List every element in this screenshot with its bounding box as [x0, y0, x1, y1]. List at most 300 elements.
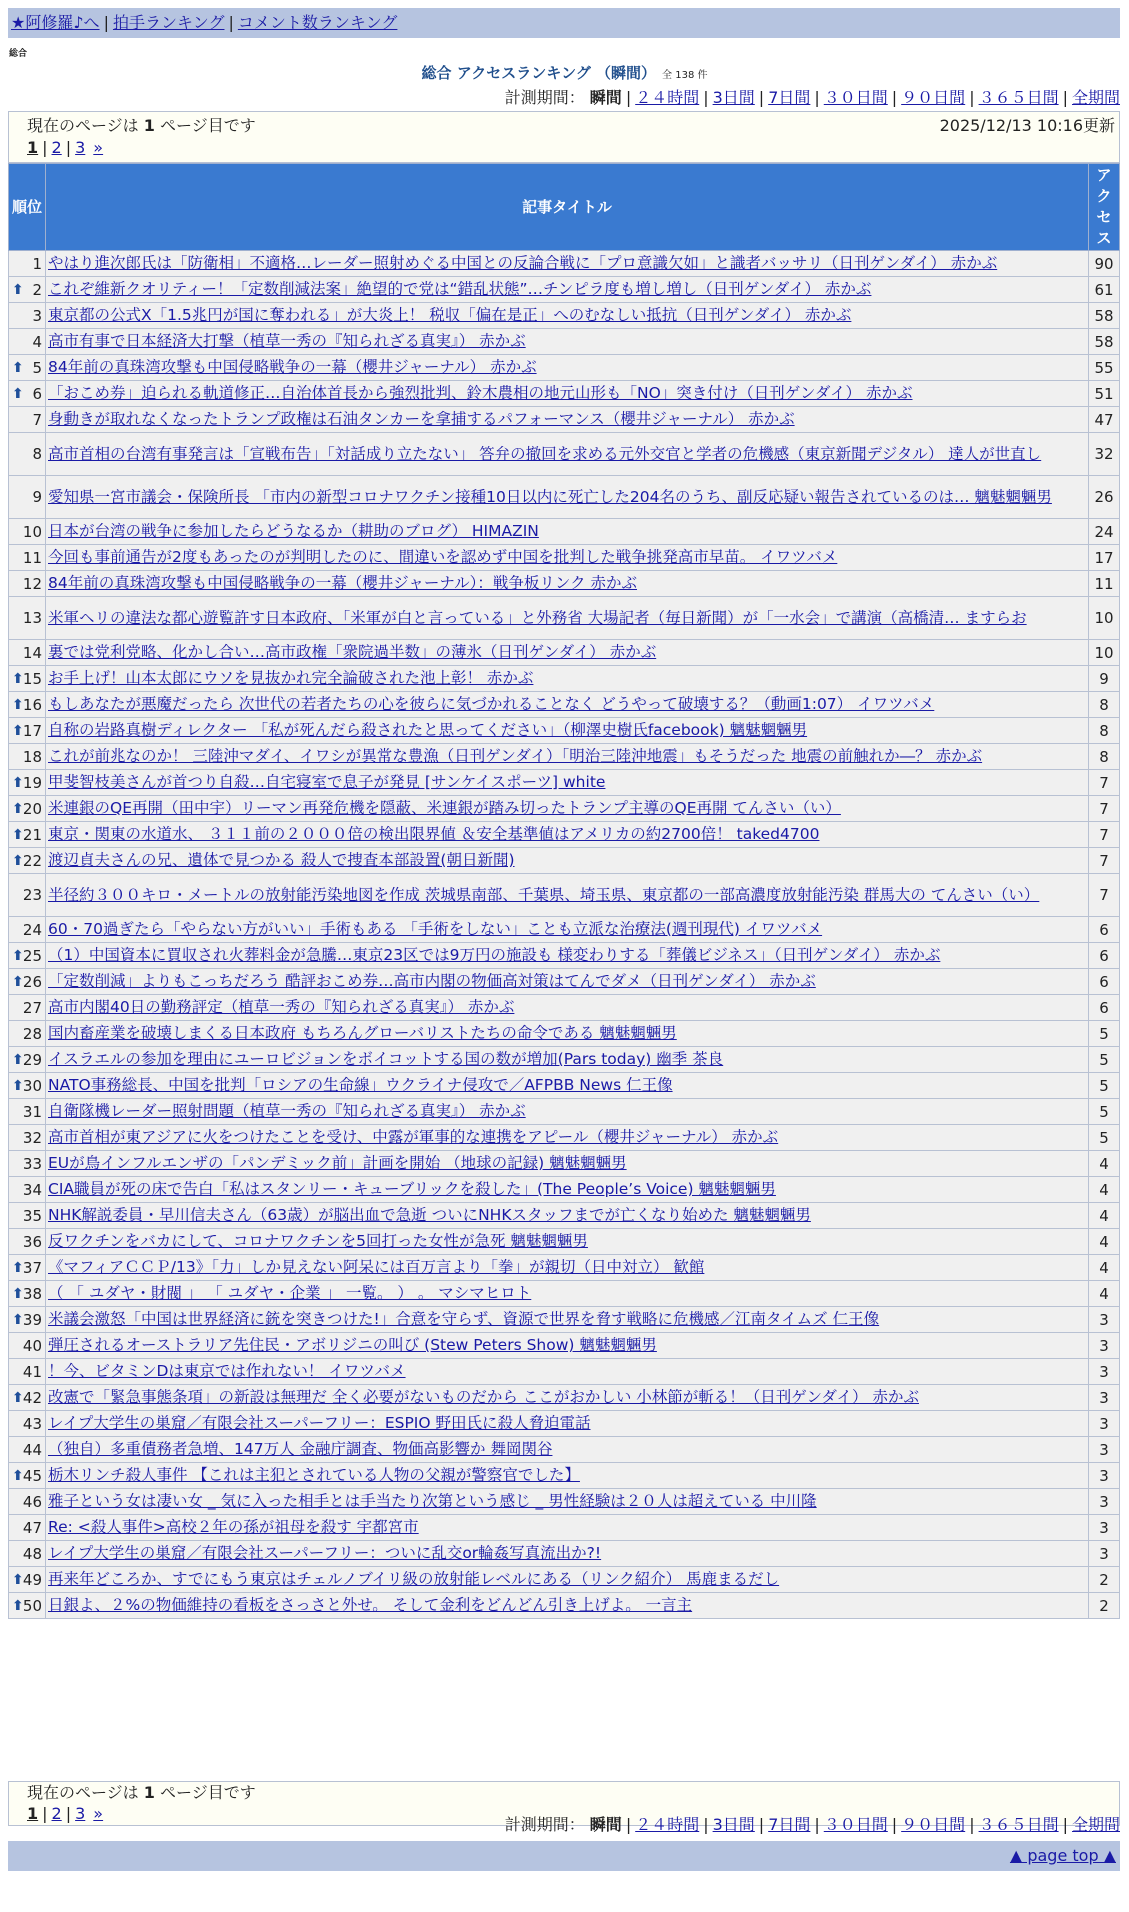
title-cell [46, 822, 1089, 848]
title-cell [46, 355, 1089, 381]
access-count: 6 [1089, 943, 1120, 969]
up-arrow-icon: ⬆ [12, 852, 24, 869]
access-count: 8 [1089, 744, 1120, 770]
period-label: 計測期間： [504, 1815, 585, 1834]
rank-cell [9, 666, 46, 692]
access-count: 3 [1089, 1307, 1120, 1333]
title-cell [46, 1359, 1089, 1385]
article-title-link[interactable]: 自衛隊機レーダー照射問題（植草一秀の『知られざる真実』） 赤かぶ [48, 1102, 526, 1120]
period-all-link[interactable]: 全期間 [1071, 88, 1120, 107]
table-row [9, 407, 1120, 433]
article-title-link[interactable]: 反ワクチンをバカにして、コロナワクチンを5回打った女性が急死 魑魅魍魎男 [48, 1232, 588, 1250]
rank-cell [9, 355, 46, 381]
article-title-link[interactable]: もしあなたが悪魔だったら 次世代の若者たちの心を彼らに気づかれることなく どうやって破壊する？（動画1:07） イワツバメ [48, 695, 935, 713]
article-title-link[interactable]: イスラエルの参加を理由にユーロビジョンをボイコットする国の数が増加(Pars today) 幽季 茶良 [48, 1050, 724, 1068]
period-90d-link[interactable]: ９０日間 [901, 1815, 966, 1834]
rank-number: 48 [22, 1544, 42, 1563]
access-count: 3 [1089, 1411, 1120, 1437]
article-title-link[interactable]: 84年前の真珠湾攻撃も中国侵略戦争の一幕（櫻井ジャーナル）：戦争板リンク 赤かぶ [48, 574, 638, 592]
article-title-link[interactable]: 改憲で「緊急事態条項」の新設は無理だ 全く必要がないものだから ここがおかしい 小林節が斬る！（日刊ゲンダイ） 赤かぶ [48, 1388, 919, 1406]
access-count: 61 [1089, 277, 1120, 303]
article-title-link[interactable]: 日銀よ、２%の物価維持の看板をさっさと外せ。 そして金利をどんどん引き上げよ。 一言主 [48, 1596, 693, 1614]
article-title-link[interactable]: 「定数削減」よりもこっちだろう 酷評おこめ券…高市内閣の物価高対策はてんでダメ（日刊ゲンダイ） 赤かぶ [48, 972, 816, 990]
rank-number: 11 [22, 548, 42, 567]
article-title-link[interactable]: これが前兆なのか！ 三陸沖マダイ、イワシが異常な豊漁（日刊ゲンダイ）「明治三陸沖地震」もそうだった 地震の前触れか―？ 赤かぶ [48, 747, 983, 765]
title-cell [46, 329, 1089, 355]
access-column-header: アクセス [1089, 164, 1120, 251]
rank-cell [9, 692, 46, 718]
ranking-table [8, 163, 1120, 1619]
table-row [9, 597, 1120, 640]
title-cell [46, 744, 1089, 770]
footer-bar [8, 1841, 1120, 1871]
article-title-link[interactable]: 今回も事前通告が2度もあったのが判明したのに、間違いを認めず中国を批判した戦争挑発高市早苗。 イワツバメ [48, 548, 838, 566]
article-title-link[interactable]: 東京・関東の水道水、 ３１１前の２０００倍の検出限界値 ＆安全基準値はアメリカの約2700倍！ taked4700 [48, 825, 820, 843]
access-count: 6 [1089, 917, 1120, 943]
rank-cell [9, 1437, 46, 1463]
rank-cell [9, 848, 46, 874]
table-row [9, 848, 1120, 874]
table-row [9, 1229, 1120, 1255]
access-count: 2 [1089, 1567, 1120, 1593]
title-cell [46, 303, 1089, 329]
article-title-link[interactable]: NATO事務総長、中国を批判「ロシアの生命線」ウクライナ侵攻で／AFPBB News 仁王像 [48, 1076, 673, 1094]
table-row [9, 692, 1120, 718]
period-7d-link[interactable]: 7日間 [768, 88, 811, 107]
pager-page-3-link[interactable]: 3 [75, 1804, 86, 1823]
rank-cell [9, 1203, 46, 1229]
title-cell [46, 1307, 1089, 1333]
rank-number: 28 [22, 1024, 42, 1043]
access-count: 6 [1089, 995, 1120, 1021]
rank-cell [9, 1359, 46, 1385]
table-row [9, 1437, 1120, 1463]
table-row [9, 770, 1120, 796]
table-row [9, 1151, 1120, 1177]
rank-cell [9, 995, 46, 1021]
rank-number: 36 [22, 1232, 42, 1251]
up-arrow-icon: ⬆ [12, 670, 24, 687]
access-count: 10 [1089, 597, 1120, 640]
table-row [9, 1073, 1120, 1099]
table-row [9, 640, 1120, 666]
rank-cell [9, 796, 46, 822]
rank-cell [9, 1125, 46, 1151]
article-title-link[interactable]: 東京都の公式X「1.5兆円が国に奪われる」が大炎上！ 税収「偏在是正」へのむなしい抵抗（日刊ゲンダイ） 赤かぶ [48, 306, 852, 324]
table-row [9, 277, 1120, 303]
table-row [9, 303, 1120, 329]
title-cell [46, 476, 1089, 519]
access-count: 3 [1089, 1515, 1120, 1541]
article-title-link[interactable]: ！今、ビタミンDは東京では作れない！ イワツバメ [48, 1362, 406, 1380]
article-title-link[interactable]: EUが鳥インフルエンザの「パンデミック前」計画を開始 （地球の記録) 魑魅魍魎男 [48, 1154, 627, 1172]
table-header-row [9, 164, 1120, 251]
rank-cell [9, 1229, 46, 1255]
rank-cell [9, 718, 46, 744]
period-24h-link[interactable]: ２４時間 [635, 1815, 700, 1834]
table-row [9, 381, 1120, 407]
rank-number: 24 [22, 920, 42, 939]
total-count: 全 138 件 [662, 70, 708, 81]
title-cell [46, 381, 1089, 407]
access-count: 10 [1089, 640, 1120, 666]
rank-cell [9, 969, 46, 995]
title-cell [46, 848, 1089, 874]
page-info-box-top [8, 111, 1120, 163]
title-cell [46, 1567, 1089, 1593]
rank-cell [9, 571, 46, 597]
title-cell [46, 943, 1089, 969]
rank-number: 20 [22, 799, 42, 818]
article-title-link[interactable]: 国内畜産業を破壊しまくる日本政府 もちろんグローバリストたちの命令である 魑魅魍魎男 [48, 1024, 677, 1042]
article-title-link[interactable]: 米軍ヘリの違法な都心遊覧許す日本政府、「米軍が白と言っている」と外務省 大場記者（毎日新聞）が「一水会」で講演（高橋清… ますらお [48, 608, 1027, 627]
article-title-link[interactable]: （1）中国資本に買収され火葬料金が急騰…東京23区では9万円の施設も 様変わりする「葬儀ビジネス」（日刊ゲンダイ） 赤かぶ [48, 946, 941, 964]
rank-number: 15 [22, 669, 42, 688]
period-3d-link[interactable]: 3日間 [712, 1815, 755, 1834]
period-365d-link[interactable]: ３６５日間 [978, 88, 1059, 107]
pager-bottom: 1 | 2 | 3 » [27, 1804, 104, 1823]
table-row [9, 329, 1120, 355]
title-cell [46, 597, 1089, 640]
up-arrow-icon: ⬆ [12, 1285, 24, 1302]
rank-number: 12 [22, 574, 42, 593]
rank-number: 35 [22, 1206, 42, 1225]
access-count: 8 [1089, 692, 1120, 718]
rank-cell [9, 1489, 46, 1515]
period-7d-link[interactable]: 7日間 [768, 1815, 811, 1834]
article-title-link[interactable]: レイプ大学生の巣窟／有限会社スーパーフリー：ついに乱交or輪姦写真流出か?! [48, 1544, 602, 1562]
table-row [9, 1385, 1120, 1411]
title-cell [46, 251, 1089, 277]
title-cell [46, 1125, 1089, 1151]
pager-current-page: 1 [27, 1804, 39, 1823]
title-cell [46, 770, 1089, 796]
rank-cell [9, 597, 46, 640]
access-count: 7 [1089, 822, 1120, 848]
article-title-link[interactable]: 渡辺貞夫さんの兄、遺体で見つかる 殺人で捜査本部設置(朝日新聞) [48, 851, 515, 869]
table-row [9, 1099, 1120, 1125]
title-cell [46, 1437, 1089, 1463]
access-count: 7 [1089, 796, 1120, 822]
table-row [9, 519, 1120, 545]
title-cell [46, 640, 1089, 666]
article-title-link[interactable]: 甲斐智枝美さんが首つり自殺…自宅寝室で息子が発見 [サンケイスポーツ] white [48, 773, 606, 791]
access-count: 4 [1089, 1203, 1120, 1229]
up-arrow-icon: ⬆ [12, 1051, 24, 1068]
rank-cell [9, 519, 46, 545]
rank-cell [9, 1307, 46, 1333]
access-count: 3 [1089, 1359, 1120, 1385]
rank-cell [9, 822, 46, 848]
article-title-link[interactable]: 裏では党利党略、化かし合い…高市政権「衆院過半数」の薄氷（日刊ゲンダイ） 赤かぶ [48, 643, 657, 661]
title-column-header: 記事タイトル [46, 164, 1089, 251]
article-title-link[interactable]: 米連銀のQE再開（田中宇）リーマン再発危機を隠蔽、米連銀が踏み切ったトランプ主導のQE再開 てんさい（い） [48, 799, 841, 817]
period-30d-link[interactable]: ３０日間 [823, 88, 888, 107]
article-title-link[interactable]: 高市首相が東アジアに火をつけたことを受け、中露が軍事的な連携をアピール（櫻井ジャーナル） 赤かぶ [48, 1128, 779, 1146]
rank-cell [9, 303, 46, 329]
title-cell [46, 1489, 1089, 1515]
article-title-link[interactable]: 日本が台湾の戦争に参加したらどうなるか（耕助のブログ） HIMAZIN [48, 522, 539, 540]
title-cell [46, 571, 1089, 597]
table-row [9, 355, 1120, 381]
title-cell [46, 995, 1089, 1021]
table-row [9, 1021, 1120, 1047]
article-title-link[interactable]: 自称の岩路真樹ディレクター 「私が死んだら殺されたと思ってください」（柳澤史樹氏facebook) 魑魅魍魎男 [48, 721, 808, 739]
access-count: 3 [1089, 1489, 1120, 1515]
title-cell [46, 407, 1089, 433]
title-cell [46, 1047, 1089, 1073]
rank-cell [9, 1463, 46, 1489]
title-cell [46, 1463, 1089, 1489]
title-cell [46, 874, 1089, 917]
table-row [9, 995, 1120, 1021]
rank-cell [9, 943, 46, 969]
rank-number: 45 [22, 1466, 42, 1485]
pager-next-link[interactable]: » [93, 1804, 104, 1823]
table-row [9, 874, 1120, 917]
article-title-link[interactable]: 愛知県一宮市議会・保険所長 「市内の新型コロナワクチン接種10日以内に死亡した204名のうち、副反応疑い報告されているのは… 魑魅魍魎男 [48, 487, 1052, 506]
rank-number: 29 [22, 1050, 42, 1069]
table-row [9, 1359, 1120, 1385]
page-info-text: 現在のページは 1 ページ目です [27, 1783, 256, 1802]
rank-number: 23 [22, 886, 42, 904]
pager-current-page: 1 [27, 138, 39, 157]
pager-page-2-link[interactable]: 2 [51, 138, 62, 157]
article-title-link[interactable]: 半径約３００キロ・メートルの放射能汚染地図を作成 茨城県南部、千葉県、埼玉県、東京都の一部高濃度放射能汚染 群馬大の てんさい（い） [48, 885, 1040, 904]
nav-separator: | [103, 13, 109, 32]
table-row [9, 1307, 1120, 1333]
up-arrow-icon: ⬆ [12, 1311, 24, 1328]
up-arrow-icon: ⬆ [12, 1571, 24, 1588]
access-count: 11 [1089, 571, 1120, 597]
access-count: 5 [1089, 1047, 1120, 1073]
rank-cell [9, 251, 46, 277]
period-90d-link[interactable]: ９０日間 [901, 88, 966, 107]
table-row [9, 1333, 1120, 1359]
rank-cell [9, 917, 46, 943]
access-count: 5 [1089, 1099, 1120, 1125]
table-row [9, 476, 1120, 519]
rank-number: 22 [22, 851, 42, 870]
rank-number: 14 [22, 643, 42, 662]
table-row [9, 1177, 1120, 1203]
page-top-link[interactable]: ▲ page top ▲ [1009, 1846, 1116, 1865]
article-title-link[interactable]: 身動きが取れなくなったトランプ政権は石油タンカーを拿捕するパフォーマンス（櫻井ジャーナル） 赤かぶ [48, 410, 795, 428]
table-row [9, 1203, 1120, 1229]
up-arrow-icon: ⬆ [12, 1597, 24, 1614]
access-count: 4 [1089, 1151, 1120, 1177]
title-cell [46, 1177, 1089, 1203]
rank-number: 46 [22, 1492, 42, 1511]
period-24h-link[interactable]: ２４時間 [635, 88, 700, 107]
access-count: 3 [1089, 1541, 1120, 1567]
rank-number: 39 [22, 1310, 42, 1329]
rank-number: 27 [22, 998, 42, 1017]
rank-number: 1 [32, 254, 42, 273]
table-row [9, 571, 1120, 597]
access-count: 17 [1089, 545, 1120, 571]
article-title-link[interactable]: レイプ大学生の巣窟／有限会社スーパーフリー：ESPIO 野田氏に殺人脅迫電話 [48, 1414, 591, 1432]
access-count: 55 [1089, 355, 1120, 381]
rank-cell [9, 1073, 46, 1099]
access-count: 4 [1089, 1281, 1120, 1307]
title-cell [46, 519, 1089, 545]
table-row [9, 943, 1120, 969]
article-title-link[interactable]: （独自）多重債務者急増、147万人 金融庁調査、物価高影響か 舞岡関谷 [48, 1440, 553, 1458]
table-row [9, 822, 1120, 848]
article-title-link[interactable]: （ 「 ユダヤ・財閥 」 「 ユダヤ・企業 」 一覧。 ） 。 マシマヒロト [48, 1284, 532, 1302]
table-row [9, 1047, 1120, 1073]
article-title-link[interactable]: Re: <殺人事件>高校２年の孫が祖母を殺す 宇都宮市 [48, 1518, 419, 1536]
article-title-link[interactable]: 栃木リンチ殺人事件 【これは主犯とされている人物の父親が警察官でした】 [48, 1466, 580, 1484]
rank-cell [9, 1099, 46, 1125]
title-cell [46, 692, 1089, 718]
table-row [9, 1541, 1120, 1567]
title-cell [46, 1151, 1089, 1177]
article-title-link[interactable]: 「おこめ券」迫られる軌道修正…自治体首長から強烈批判、鈴木農相の地元山形も「NO」突き付け（日刊ゲンダイ） 赤かぶ [48, 384, 913, 402]
title-cell [46, 969, 1089, 995]
access-count: 2 [1089, 1593, 1120, 1619]
access-count: 5 [1089, 1125, 1120, 1151]
rank-cell [9, 1411, 46, 1437]
rank-number: 32 [22, 1128, 42, 1147]
comment-ranking-link[interactable]: コメント数ランキング [237, 13, 398, 32]
article-title-link[interactable]: 高市内閣40日の勤務評定（植草一秀の『知られざる真実』） 赤かぶ [48, 998, 515, 1016]
period-3d-link[interactable]: 3日間 [712, 88, 755, 107]
title-cell [46, 1099, 1089, 1125]
article-title-link[interactable]: やはり進次郎氏は「防衛相」不適格…レーダー照射めぐる中国との反論合戦に「プロ意識欠如」と識者バッサリ（日刊ゲンダイ） 赤かぶ [48, 254, 998, 272]
rank-number: 9 [32, 488, 42, 506]
article-title-link[interactable]: 米議会激怒「中国は世界経済に銃を突きつけた!」合意を守らず、資源で世界を脅す戦略に危機感／江南タイムズ 仁王像 [48, 1310, 880, 1328]
access-count: 4 [1089, 1255, 1120, 1281]
period-365d-link[interactable]: ３６５日間 [978, 1815, 1059, 1834]
title-cell [46, 277, 1089, 303]
table-row [9, 718, 1120, 744]
period-30d-link[interactable]: ３０日間 [823, 1815, 888, 1834]
article-title-link[interactable]: 再来年どころか、すでにもう東京はチェルノブイリ級の放射能レベルにある（リンク紹介） 馬鹿まるだし [48, 1570, 780, 1588]
title-cell [46, 1255, 1089, 1281]
table-row [9, 433, 1120, 476]
rank-cell [9, 329, 46, 355]
pager-next-link[interactable]: » [93, 138, 104, 157]
rank-number: 17 [22, 721, 42, 740]
access-count: 26 [1089, 476, 1120, 519]
rank-cell [9, 1515, 46, 1541]
rank-cell [9, 1047, 46, 1073]
table-row [9, 917, 1120, 943]
rank-number: 30 [22, 1076, 42, 1095]
pager-page-2-link[interactable]: 2 [51, 1804, 62, 1823]
up-arrow-icon: ⬆ [12, 359, 24, 376]
rank-number: 47 [22, 1518, 42, 1537]
rank-number: 21 [22, 825, 42, 844]
access-count: 51 [1089, 381, 1120, 407]
title-cell [46, 1411, 1089, 1437]
article-title-link[interactable]: NHK解説委員・早川信夫さん（63歳）が脳出血で急逝 ついにNHKスタッフまでが亡くなり始めた 魑魅魍魎男 [48, 1206, 811, 1224]
rank-number: 18 [22, 747, 42, 766]
title-cell [46, 1593, 1089, 1619]
access-count: 3 [1089, 1385, 1120, 1411]
article-title-link[interactable]: CIA職員が死の床で告白「私はスタンリー・キューブリックを殺した」(The People’s Voice) 魑魅魍魎男 [48, 1180, 776, 1198]
up-arrow-icon: ⬆ [12, 722, 24, 739]
up-arrow-icon: ⬆ [12, 1259, 24, 1276]
table-row [9, 666, 1120, 692]
rank-cell [9, 1333, 46, 1359]
table-row [9, 969, 1120, 995]
table-row [9, 1281, 1120, 1307]
pager-page-3-link[interactable]: 3 [75, 138, 86, 157]
article-title-link[interactable]: 高市有事で日本経済大打撃（植草一秀の『知られざる真実』） 赤かぶ [48, 332, 526, 350]
access-count: 3 [1089, 1333, 1120, 1359]
category-tag: 総合 [9, 49, 28, 59]
rank-number: 4 [32, 332, 42, 351]
article-title-link[interactable]: 84年前の真珠湾攻撃も中国侵略戦争の一幕（櫻井ジャーナル） 赤かぶ [48, 358, 537, 376]
rank-cell [9, 640, 46, 666]
article-title-link[interactable]: 《マフィアＣＣＰ/13》「力」しか見えない阿呆には百万言より「拳」が親切（日中対立） 歓館 [48, 1258, 705, 1276]
rank-cell [9, 433, 46, 476]
table-row [9, 1489, 1120, 1515]
rank-number: 49 [22, 1570, 42, 1589]
rank-number: 38 [22, 1284, 42, 1303]
rank-number: 41 [22, 1362, 42, 1381]
page-title [0, 62, 1129, 83]
up-arrow-icon: ⬆ [12, 826, 24, 843]
up-arrow-icon: ⬆ [12, 800, 24, 817]
rank-number: 8 [32, 445, 42, 463]
article-title-link[interactable]: 雅子という女は凄い女 _ 気に入った相手とは手当たり次第という感じ _ 男性経験は２０人は超えている 中川隆 [48, 1492, 817, 1510]
access-count: 9 [1089, 666, 1120, 692]
rank-cell [9, 1385, 46, 1411]
up-arrow-icon: ⬆ [12, 1467, 24, 1484]
access-count: 4 [1089, 1229, 1120, 1255]
period-current: 瞬間 [589, 88, 622, 107]
rank-number: 37 [22, 1258, 42, 1277]
table-row [9, 1515, 1120, 1541]
rank-number: 26 [22, 972, 42, 991]
rank-cell [9, 1255, 46, 1281]
rank-number: 19 [22, 773, 42, 792]
title-cell [46, 1515, 1089, 1541]
article-title-link[interactable]: 60・70過ぎたら「やらない方がいい」手術もある 「手術をしない」ことも立派な治療法(週刊現代) イワツバメ [48, 920, 823, 938]
up-arrow-icon: ⬆ [12, 947, 24, 964]
table-row [9, 1567, 1120, 1593]
rank-cell [9, 476, 46, 519]
article-title-link[interactable]: これぞ維新クオリティー！「定数削減法案」絶望的で党は“錯乱状態”…チンピラ度も増し増し（日刊ゲンダイ） 赤かぶ [48, 280, 872, 298]
article-title-link[interactable]: 弾圧されるオーストラリア先住民・アボリジニの叫び (Stew Peters Show) 魑魅魍魎男 [48, 1336, 657, 1354]
home-link[interactable]: ★阿修羅♪へ [11, 13, 100, 32]
rank-column-header: 順位 [9, 164, 46, 251]
table-row [9, 744, 1120, 770]
rank-cell [9, 1021, 46, 1047]
rank-number: 10 [22, 522, 42, 541]
article-title-link[interactable]: お手上げ！山本太郎にウソを見抜かれ完全論破された池上彰！ 赤かぶ [48, 669, 534, 687]
top-nav-bar [8, 8, 1120, 38]
up-arrow-icon: ⬆ [12, 281, 24, 298]
rank-number: 44 [22, 1440, 42, 1459]
period-label: 計測期間： [504, 88, 585, 107]
article-title-link[interactable]: 高市首相の台湾有事発言は「宣戦布告」「対話成り立たない」 答弁の撤回を求める元外交官と学者の危機感（東京新聞デジタル） 達人が世直し [48, 444, 1042, 463]
period-all-link[interactable]: 全期間 [1071, 1815, 1120, 1834]
access-count: 32 [1089, 433, 1120, 476]
rank-cell [9, 545, 46, 571]
applause-ranking-link[interactable]: 拍手ランキング [112, 13, 225, 32]
title-cell [46, 1203, 1089, 1229]
rank-number: 16 [22, 695, 42, 714]
ranking-table-body [9, 251, 1120, 1619]
access-count: 3 [1089, 1463, 1120, 1489]
rank-number: 31 [22, 1102, 42, 1121]
title-cell [46, 1281, 1089, 1307]
